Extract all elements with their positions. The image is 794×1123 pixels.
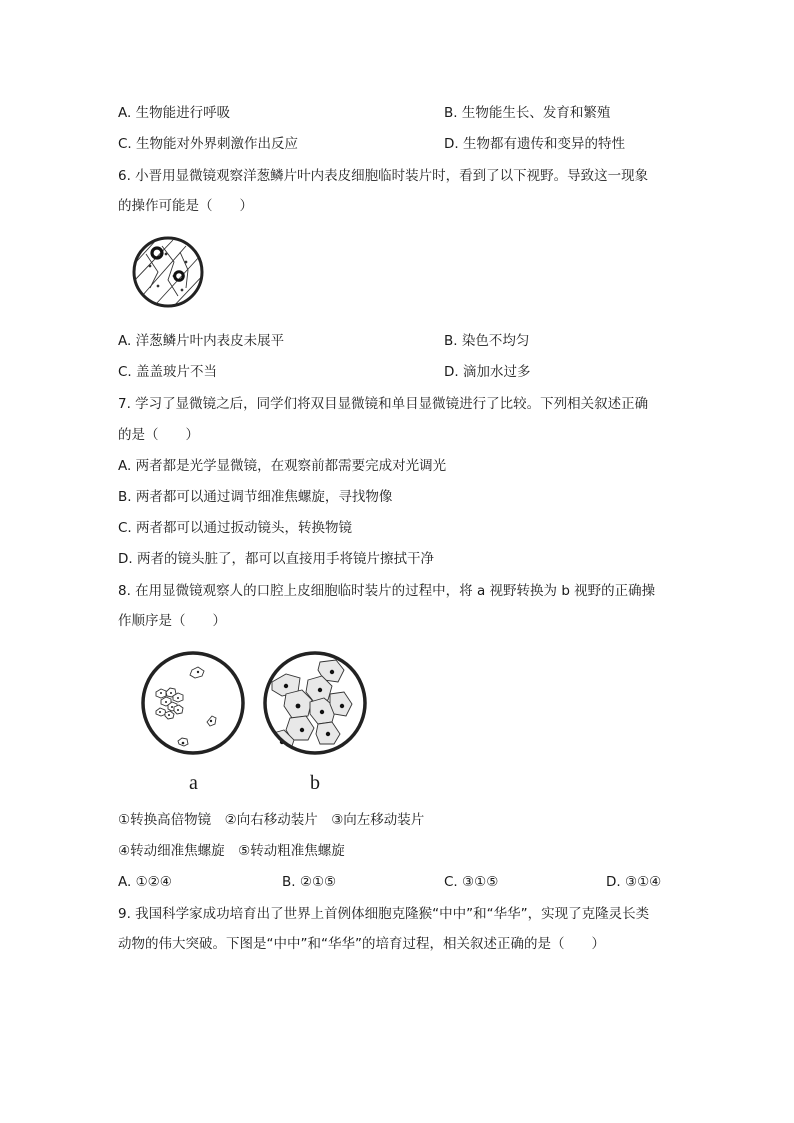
- q7-option-b: B. 两者都可以通过调节细准焦螺旋，寻找物像: [118, 489, 393, 505]
- q9-stem-line1: 9. 我国科学家成功培育出了世界上首例体细胞克隆猴“中中”和“华华”，实现了克隆灵长类: [118, 906, 650, 922]
- q7-option-c: C. 两者都可以通过扳动镜头，转换物镜: [118, 520, 353, 536]
- q7-option-a: A. 两者都是光学显微镜，在观察前都需要完成对光调光: [118, 458, 447, 474]
- q6-option-c: C. 盖盖玻片不当: [118, 364, 218, 380]
- q8-option-c: C. ③①⑤: [444, 874, 499, 890]
- q7-option-d: D. 两者的镜头脏了，都可以直接用手将镜片擦拭干净: [118, 551, 434, 567]
- q6-stem-line2: 的操作可能是（ ）: [118, 198, 253, 214]
- q8-field-a-figure: [140, 650, 246, 756]
- q5-option-b: B. 生物能生长、发育和繁殖: [444, 105, 611, 121]
- q7-stem-line2: 的是（ ）: [118, 427, 199, 443]
- q6-option-b: B. 染色不均匀: [444, 333, 530, 349]
- q6-microscope-field-figure: [128, 232, 208, 312]
- q7-stem-line1: 7. 学习了显微镜之后，同学们将双目显微镜和单目显微镜进行了比较。下列相关叙述正确: [118, 396, 649, 412]
- q8-option-d: D. ③①④: [606, 874, 662, 890]
- q5-option-d: D. 生物都有遗传和变异的特性: [444, 136, 625, 152]
- q8-option-a: A. ①②④: [118, 874, 172, 890]
- q8-steps-line1: ①转换高倍物镜 ②向右移动装片 ③向左移动装片: [118, 812, 425, 828]
- q8-field-b-label: b: [310, 772, 320, 794]
- q8-field-b-figure: [262, 650, 368, 756]
- q5-option-a: A. 生物能进行呼吸: [118, 105, 231, 121]
- q8-steps-line2: ④转动细准焦螺旋 ⑤转动粗准焦螺旋: [118, 843, 345, 859]
- q8-field-a-label: a: [189, 772, 198, 794]
- q8-stem-line1: 8. 在用显微镜观察人的口腔上皮细胞临时装片的过程中，将 a 视野转换为 b 视野的正确操: [118, 583, 656, 599]
- q8-stem-line2: 作顺序是（ ）: [118, 613, 226, 629]
- q6-stem-line1: 6. 小晋用显微镜观察洋葱鳞片叶内表皮细胞临时装片时，看到了以下视野。导致这一现象: [118, 168, 649, 184]
- q6-option-d: D. 滴加水过多: [444, 364, 531, 380]
- q9-stem-line2: 动物的伟大突破。下图是“中中”和“华华”的培育过程，相关叙述正确的是（ ）: [118, 936, 605, 952]
- q6-option-a: A. 洋葱鳞片叶内表皮未展平: [118, 333, 285, 349]
- q8-option-b: B. ②①⑤: [282, 874, 337, 890]
- q5-option-c: C. 生物能对外界刺激作出反应: [118, 136, 299, 152]
